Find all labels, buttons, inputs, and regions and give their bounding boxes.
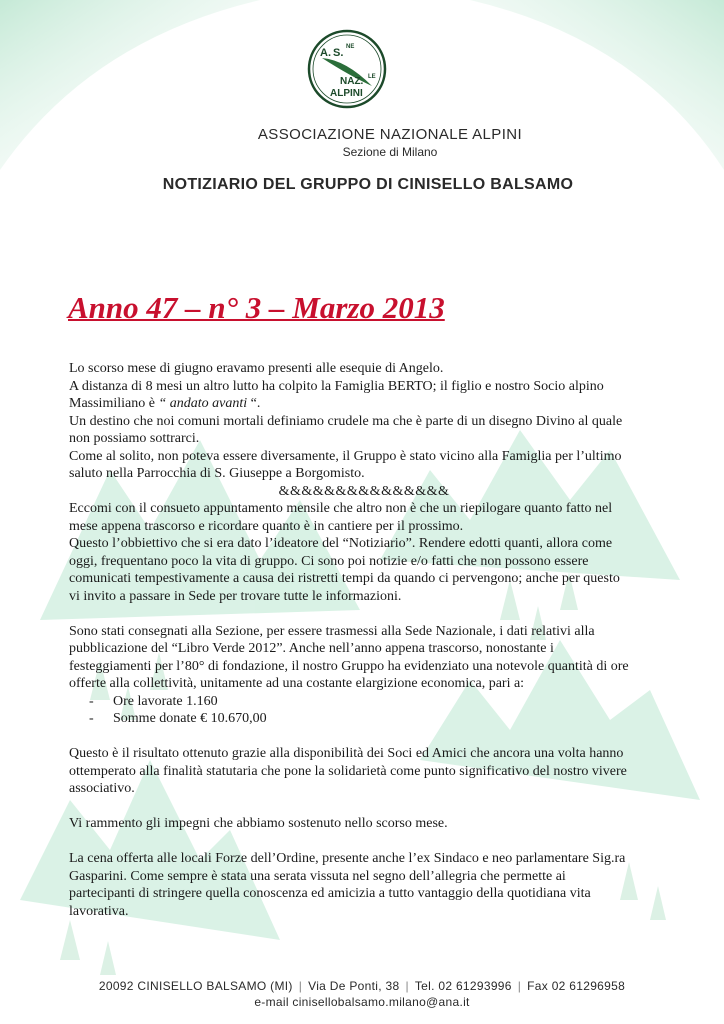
- paragraph-line: oggi, frequentano poco la vita di gruppo. Ci sono poi notizie e/o fatti che non possono essere: [69, 553, 589, 569]
- paragraph-line: pubblicazione del “Libro Verde 2012”. Anche nell’anno appena trascorso, nonostante i: [69, 641, 554, 656]
- list-dash: -: [89, 711, 94, 726]
- footer-contacts: [0, 979, 724, 993]
- footer-phone: Tel. 02 61293996: [414, 979, 512, 993]
- paragraph-line: Lo scorso mese di giugno eravamo presenti alle esequie di Angelo.: [69, 361, 444, 376]
- logo-text-ne: NE: [346, 44, 355, 50]
- paragraph-line: comunicati tempestivamente a causa dei ristretti tempi da quando ci pervengono; anche per questo: [69, 571, 620, 586]
- paragraph-line: vi invito a passare in Sede per trovare tutte le informazioni.: [69, 588, 402, 604]
- logo-text-s: S.: [333, 47, 344, 59]
- section-name: Sezione di Milano: [342, 145, 438, 159]
- text-span: Massimiliano è: [69, 396, 159, 411]
- paragraph-line: Un destino che noi comuni mortali definiamo crudele ma che è parte di un disegno Divino al quale: [69, 413, 623, 429]
- paragraph-line: Questo è il risultato ottenuto grazie alla disponibilità dei Soci ed Amici che ancora una volta hanno: [69, 746, 624, 761]
- paragraph-line: non possiamo sottrarci.: [69, 431, 200, 446]
- logo-text-naz: NAZ.: [340, 76, 364, 87]
- paragraph-line: Come al solito, non poteva essere diversamente, il Gruppo è stato vicino alla Famiglia per l’ultimo: [69, 448, 622, 464]
- paragraph-line: Eccomi con il consueto appuntamento mensile che altro non è che un riepilogare quanto fatto nel: [69, 501, 613, 516]
- footer-street: Via De Ponti, 38: [308, 979, 400, 993]
- paragraph-line: offerte alla collettività, unitamente ad una costante elargizione economica, pari a:: [69, 676, 525, 691]
- paragraph-line: associativo.: [69, 781, 135, 796]
- ana-logo: [306, 28, 388, 110]
- paragraph-line: mese appena trascorso e ricordare quanto è in cantiere per il prossimo.: [69, 518, 464, 534]
- text-span: “.: [250, 396, 261, 411]
- footer-address: 20092 CINISELLO BALSAMO (MI): [98, 979, 293, 993]
- logo-text-le: LE: [368, 74, 376, 80]
- paragraph-line: lavorativa.: [69, 903, 129, 919]
- newsletter-title: NOTIZIARIO DEL GRUPPO DI CINISELLO BALSAMO: [162, 176, 574, 193]
- paragraph-line: [69, 395, 659, 413]
- logo-text-as: A.: [320, 47, 331, 59]
- paragraph-line: Questo l’obbiettivo che si era dato l’ideatore del “Notiziario”. Rendere edotti quanti, allora come: [69, 536, 613, 551]
- section-separator: &&&&&&&&&&&&&&&: [278, 483, 450, 499]
- list-item-text: Somme donate € 10.670,00: [113, 711, 267, 726]
- paragraph-line: La cena offerta alle locali Forze dell’Ordine, presente anche l’ex Sindaco e neo parlamentare Sig.ra: [69, 851, 626, 866]
- footer-separator: |: [517, 979, 522, 993]
- issue-heading: Anno 47 – n° 3 – Marzo 2013: [68, 290, 445, 325]
- footer-email[interactable]: e-mail cinisellobalsamo.milano@ana.it: [254, 995, 470, 1009]
- list-item: [89, 710, 659, 728]
- paragraph-line: saluto nella Parrocchia di S. Giuseppe a Borgomisto.: [69, 466, 365, 481]
- paragraph-line: ottemperato alla finalità statutaria che pone la solidarietà come punto significativo del nostro vivere: [69, 763, 627, 779]
- paragraph-line: festeggiamenti per l’80° di fondazione, il nostro Gruppo ha evidenziato una notevole quantità di ore: [69, 658, 629, 674]
- letter-body: [69, 360, 659, 920]
- paragraph-line: Gasparini. Come sempre è stata una serata vissuta nel segno dell’allegria che permette ai: [69, 868, 566, 884]
- list-dash: -: [89, 693, 94, 709]
- footer-fax: Fax 02 61296958: [527, 979, 626, 993]
- paragraph-line: partecipanti di stringere quella conoscenza ed amicizia a tutto vantaggio della quotidiana vita: [69, 886, 591, 901]
- footer-separator: |: [298, 979, 303, 993]
- list-item-text: Ore lavorate 1.160: [113, 693, 218, 709]
- paragraph-line: Vi rammento gli impegni che abbiamo sostenuto nello scorso mese.: [69, 816, 448, 831]
- paragraph-line: A distanza di 8 mesi un altro lutto ha colpito la Famiglia BERTO; il figlio e nostro Socio alpino: [69, 378, 604, 394]
- quote-span: “ andato avanti: [158, 396, 251, 411]
- paragraph-line: Sono stati consegnati alla Sezione, per essere trasmessi alla Sede Nazionale, i dati relativi alla: [69, 623, 595, 639]
- totals-list: [69, 693, 659, 728]
- logo-text-alpini: ALPINI: [330, 88, 363, 99]
- list-item: [89, 693, 659, 711]
- association-name: ASSOCIAZIONE NAZIONALE ALPINI: [257, 126, 523, 143]
- footer-separator: |: [405, 979, 409, 993]
